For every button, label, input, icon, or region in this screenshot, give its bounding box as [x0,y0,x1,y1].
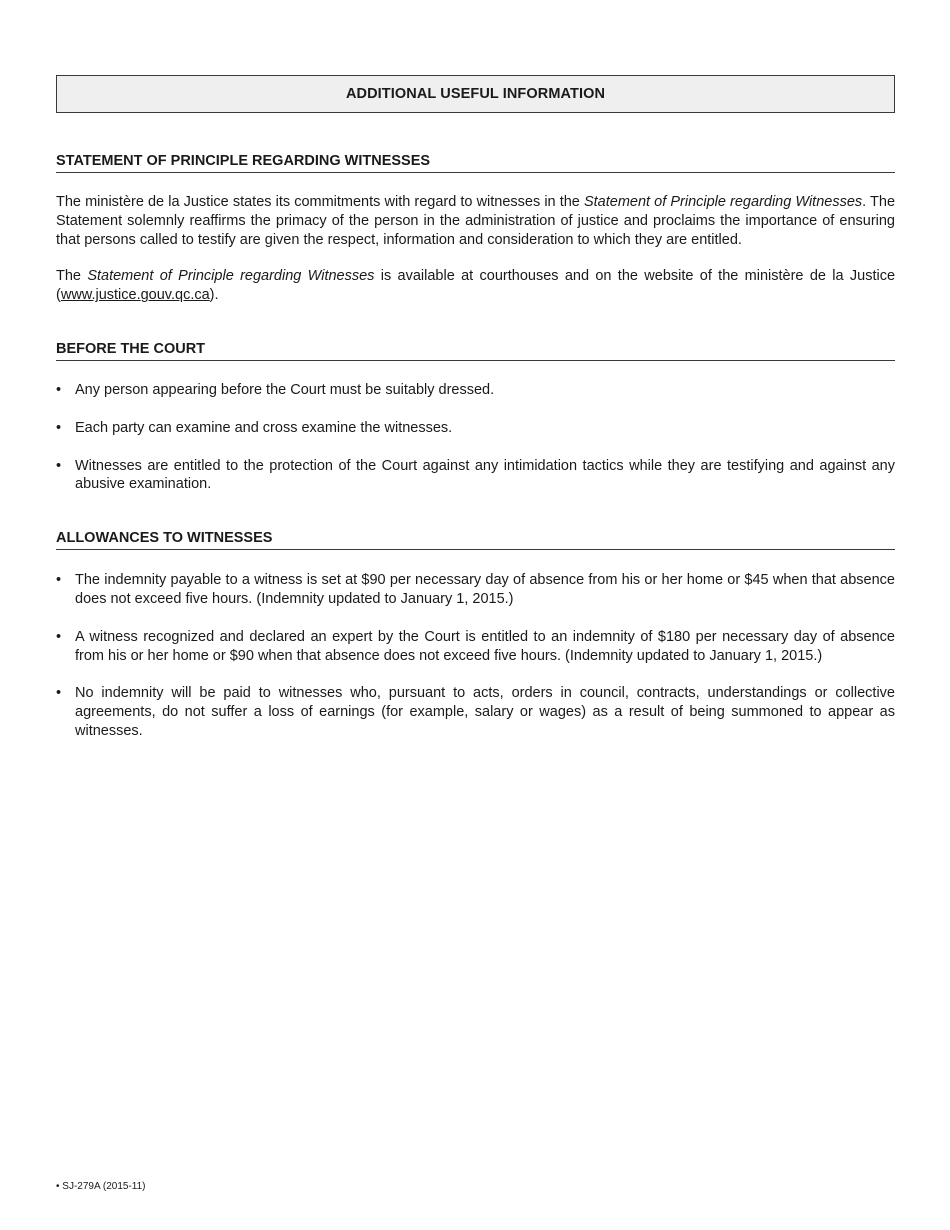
section-heading-before-court: BEFORE THE COURT [56,341,895,361]
before-court-list [56,381,895,494]
section-heading-allowances: ALLOWANCES TO WITNESSES [56,530,895,550]
form-code-footer: • SJ-279A (2015-11) [56,1181,146,1192]
bullet-icon: • [56,419,62,436]
statement-p1-title-italic: Statement of Principle regarding Witnesses [583,194,863,210]
list-item-text: Each party can examine and cross examine the witnesses. [75,419,453,436]
list-item [56,457,895,495]
statement-p1-text-before: The ministère de la Justice states its commitments with regard to witnesses in the [56,194,584,210]
list-item-text: A witness recognized and declared an expert by the Court is entitled to an indemnity of $180 per necessary day of absence from his or her home or $90 when that absence does not exceed five hours. (Indemnity updated to January 1, 2015.) [75,628,895,664]
bullet-icon: • [56,381,62,398]
statement-p1-text-after: . The Statement solemnly reaffirms the primacy of the person in the administration of justice and proclaims the importance of ensuring that persons called to testify are given the respect, information and consideration to which they are entitled. [56,194,896,248]
statement-paragraph-2 [56,267,895,305]
statement-p2-text-middle: is available at courthouses and on the website of the ministère de la Justice ( [56,268,896,304]
list-item [56,419,895,438]
bullet-icon: • [56,572,62,589]
list-item [56,684,895,740]
page-title: ADDITIONAL USEFUL INFORMATION [345,86,606,102]
statement-p2-title-italic: Statement of Principle regarding Witnesses [87,268,375,285]
section-heading-statement: STATEMENT OF PRINCIPLE REGARDING WITNESSES [56,153,895,173]
bullet-icon: • [56,628,62,645]
statement-p2-text-before: The [56,268,88,285]
allowances-list [56,571,895,741]
list-item-text: Any person appearing before the Court must be suitably dressed. [75,381,495,398]
section-before-the-court [56,341,895,494]
bullet-icon: • [56,685,62,702]
section-allowances-to-witnesses [56,530,895,741]
justice-website-link[interactable]: www.justice.gouv.qc.ca [60,287,210,304]
list-item [56,628,895,666]
list-item-text: No indemnity will be paid to witnesses who, pursuant to acts, orders in council, contracts, understandings or collective agreements, do not suffer a loss of earnings (for example, salary or wages) as a result of being summoned to appear as witnesses. [75,685,895,739]
statement-paragraph-1 [56,193,895,249]
document-page [56,75,895,741]
list-item-text: The indemnity payable to a witness is set at $90 per necessary day of absence from his or her home or $45 when that absence does not exceed five hours. (Indemnity updated to January 1, 2015.) [75,572,895,607]
page-title-banner [56,75,895,113]
bullet-icon: • [56,457,62,474]
list-item [56,571,895,609]
list-item [56,381,895,400]
statement-p2-text-after: ). [209,287,219,304]
section-statement-of-principle [56,153,895,305]
list-item-text: Witnesses are entitled to the protection of the Court against any intimidation tactics while they are testifying and against any abusive examination. [75,457,895,493]
